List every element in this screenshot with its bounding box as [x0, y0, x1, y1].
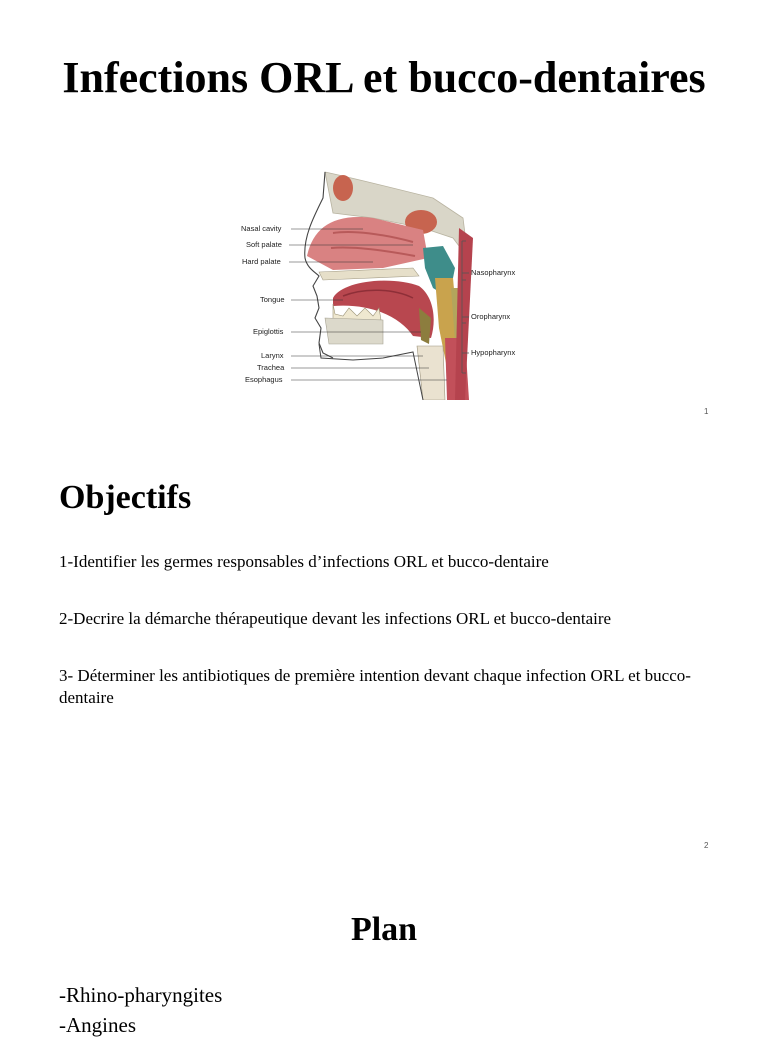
label-nasopharynx: Nasopharynx	[471, 268, 516, 277]
plan-item: -Angines	[59, 1013, 136, 1037]
label-soft-palate: Soft palate	[246, 240, 282, 249]
anatomy-svg	[233, 168, 529, 400]
slide-title: Infections ORL et bucco-dentaires	[62, 53, 706, 102]
label-esophagus: Esophagus	[245, 375, 283, 384]
objective-item: 1-Identifier les germes responsables d’infections ORL et bucco-dentaire	[59, 552, 549, 571]
label-tongue: Tongue	[260, 295, 285, 304]
objective-item: 2-Decrire la démarche thérapeutique devant les infections ORL et bucco-dentaire	[59, 609, 612, 628]
plan-heading: Plan	[350, 911, 418, 948]
label-epiglottis: Epiglottis	[253, 327, 284, 336]
pharynx-anatomy-illustration	[233, 168, 529, 400]
label-trachea: Trachea	[257, 363, 285, 372]
objective-item: 3- Déterminer les antibiotiques de première intention devant chaque infection ORL et bucco-dentaire	[59, 666, 691, 707]
objectives-heading: Objectifs	[59, 479, 192, 516]
plan-item: -Rhino-pharyngites	[59, 983, 223, 1007]
page-number: 2	[704, 841, 709, 850]
label-oropharynx: Oropharynx	[471, 312, 511, 321]
label-nasal-cavity: Nasal cavity	[241, 224, 282, 233]
label-hypopharynx: Hypopharynx	[471, 348, 516, 357]
label-larynx: Larynx	[261, 351, 284, 360]
label-hard-palate: Hard palate	[242, 257, 281, 266]
page-number: 1	[704, 407, 709, 416]
